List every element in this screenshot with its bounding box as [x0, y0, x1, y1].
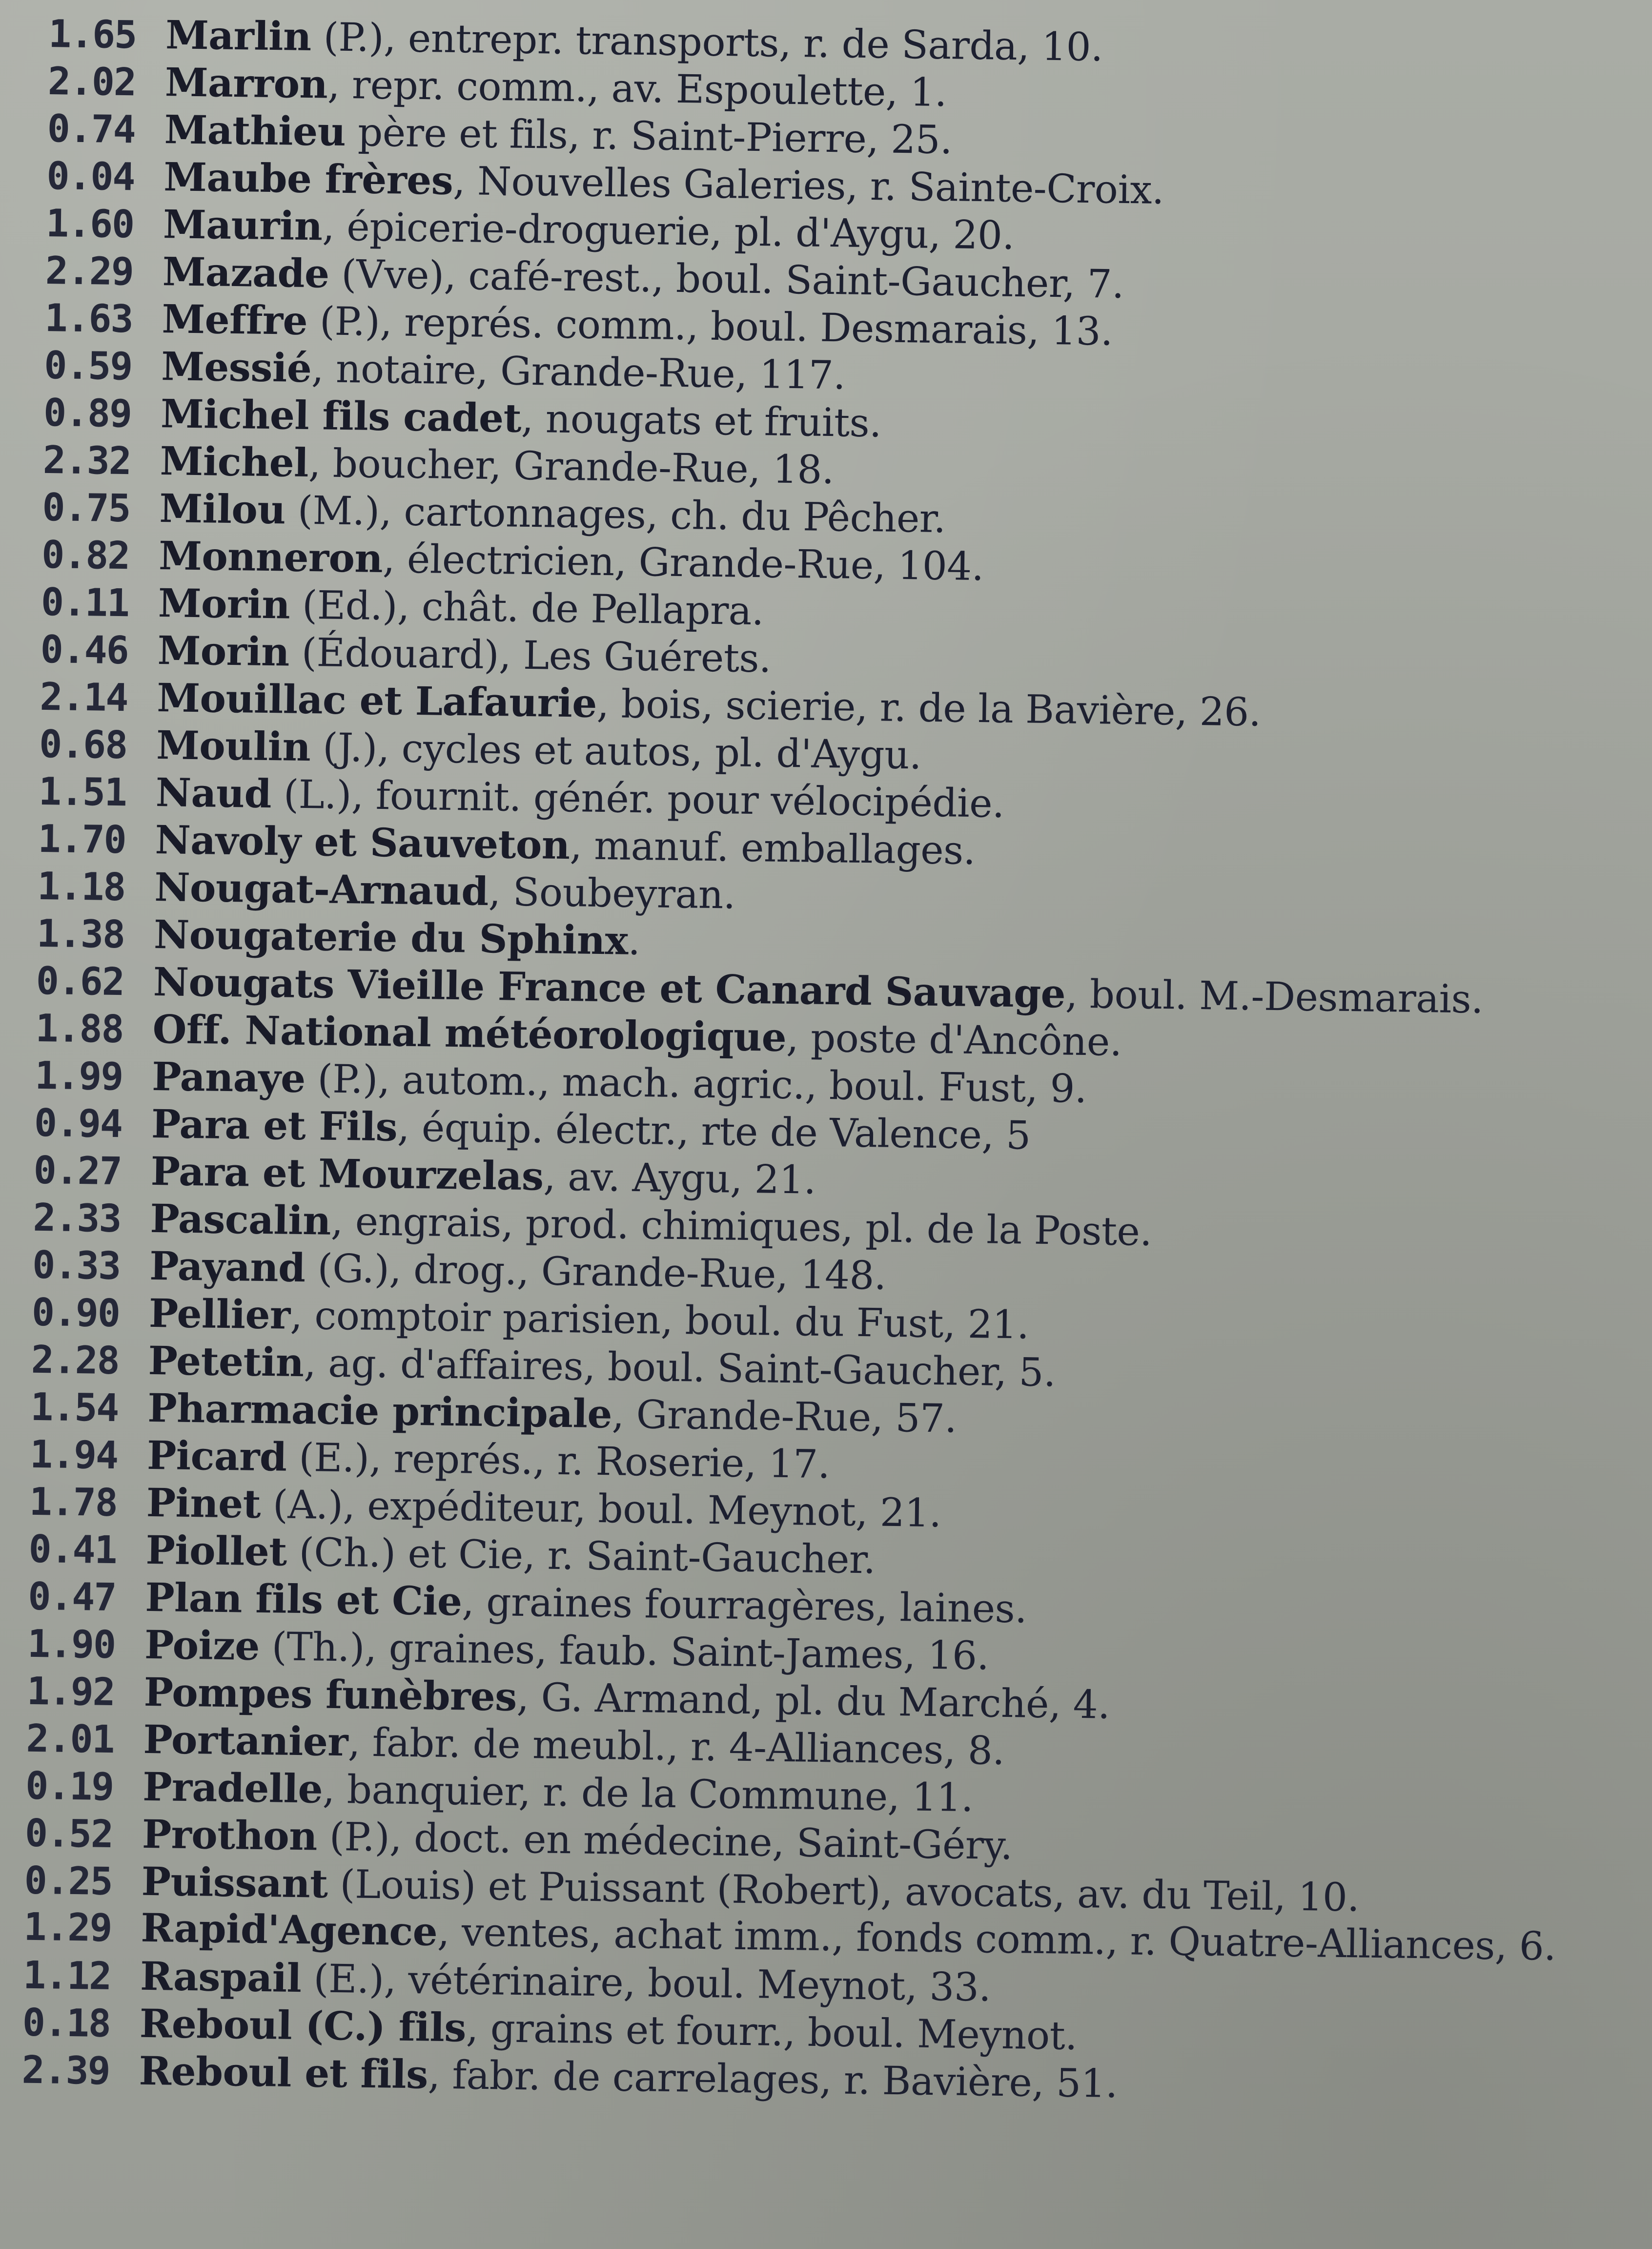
- entry-details: , équip. électr., rte de Valence, 5: [397, 1104, 1031, 1158]
- entry-code: 0.68: [39, 722, 127, 768]
- entry-code: 1.90: [27, 1622, 116, 1668]
- entry-details: , grains et fourr., boul. Meynot.: [466, 2005, 1078, 2059]
- entry-details: (Th.), graines, faub. Saint-James, 16.: [259, 1623, 990, 1679]
- entry-name: Petetin: [148, 1337, 305, 1386]
- entry-code: 0.25: [24, 1858, 113, 1904]
- entry-name: Payand: [149, 1242, 306, 1291]
- entry-name: Morin: [158, 580, 290, 628]
- entry-details: , boucher, Grande-Rue, 18.: [308, 440, 835, 493]
- entry-name: Milou: [159, 485, 286, 533]
- entry-name: Poize: [144, 1621, 260, 1669]
- entry-code: 2.02: [47, 59, 136, 105]
- entry-code: 1.12: [22, 1953, 111, 1999]
- entry-name: Rapid'Agence: [140, 1904, 438, 1955]
- entry-details: père et fils, r. Saint-Pierre, 25.: [345, 109, 953, 163]
- entry-details: , Nouvelles Galeries, r. Sainte-Croix.: [452, 158, 1164, 213]
- entry-details: (A.), expéditeur, boul. Meynot, 21.: [260, 1481, 942, 1536]
- entry-code: 0.11: [41, 580, 129, 626]
- entry-code: 1.18: [37, 864, 125, 910]
- entry-name: Para et Mourzelas: [150, 1148, 544, 1199]
- entry-code: 1.88: [35, 1006, 124, 1052]
- entry-name: Moulin: [156, 722, 311, 770]
- entry-details: , électricien, Grande-Rue, 104.: [382, 536, 984, 590]
- entry-details: (J.), cycles et autos, pl. d'Aygu.: [310, 724, 922, 778]
- entry-name: Messié: [161, 343, 312, 392]
- entry-name: Mathieu: [164, 106, 346, 155]
- entry-details: , notaire, Grande-Rue, 117.: [311, 346, 846, 398]
- entry-code: 0.59: [43, 343, 132, 389]
- entry-details: , repr. comm., av. Espoulette, 1.: [327, 62, 947, 116]
- entry-name: Marron: [164, 59, 328, 107]
- entry-name: Morin: [157, 627, 290, 675]
- entry-name: Michel fils cadet: [160, 391, 522, 441]
- entry-name: Pharmacie principale: [147, 1384, 612, 1437]
- entry-code: 1.38: [36, 911, 125, 957]
- entry-details: (P.), autom., mach. agric., boul. Fust, 9.: [305, 1056, 1087, 1112]
- entry-details: (Vve), café-rest., boul. Saint-Gaucher, 7.: [328, 251, 1124, 307]
- entry-code: 1.63: [44, 296, 133, 342]
- entry-code: 1.70: [38, 817, 126, 863]
- entry-name: Maurin: [163, 201, 323, 249]
- entry-name: Reboul (C.) fils: [139, 2000, 467, 2051]
- entry-name: Nougaterie du Sphinx: [153, 911, 629, 964]
- entry-name: Piollet: [145, 1527, 287, 1575]
- entry-details: , engrais, prod. chimiques, pl. de la Poste.: [330, 1198, 1152, 1255]
- entry-details: (Louis) et Puissant (Robert), avocats, av. du Teil, 10.: [327, 1861, 1360, 1920]
- entry-details: (P.), représ. comm., boul. Desmarais, 13.: [307, 298, 1113, 354]
- entry-details: (G.), drog., Grande-Rue, 148.: [305, 1245, 887, 1299]
- entry-name: Nougats Vieille France et Canard Sauvage: [153, 958, 1066, 1017]
- entry-name: Reboul et fils: [139, 2047, 428, 2098]
- entry-name: Plan fils et Cie: [144, 1574, 463, 1625]
- entry-details: .: [628, 918, 641, 964]
- entry-code: 0.18: [22, 2001, 111, 2046]
- entry-name: Prothon: [142, 1811, 318, 1859]
- entry-details: (M.), cartonnages, ch. du Pêcher.: [285, 487, 946, 542]
- entry-details: , comptoir parisien, boul. du Fust, 21.: [290, 1292, 1030, 1348]
- entry-code: 0.75: [42, 485, 131, 531]
- entry-details: (E.), vétérinaire, boul. Meynot, 33.: [301, 1956, 991, 2010]
- entry-code: 1.65: [48, 12, 137, 58]
- entry-name: Pellier: [148, 1290, 291, 1338]
- entry-name: Para et Fils: [151, 1100, 398, 1150]
- entry-name: Naud: [155, 769, 272, 817]
- entry-code: 2.39: [21, 2048, 110, 2093]
- entry-code: 0.27: [33, 1148, 122, 1194]
- entry-name: Puissant: [141, 1858, 328, 1907]
- entry-code: 0.33: [32, 1243, 121, 1289]
- entry-details: , nougats et fruits.: [521, 395, 882, 446]
- entry-name: Pascalin: [149, 1195, 331, 1244]
- entry-details: , graines fourragères, laines.: [461, 1579, 1027, 1632]
- entry-code: 2.32: [42, 438, 131, 484]
- entry-code: 1.92: [26, 1669, 115, 1715]
- entry-details: , banquier, r. de la Commune, 11.: [322, 1766, 974, 1821]
- entry-code: 0.41: [28, 1527, 117, 1573]
- entry-name: Portanier: [143, 1716, 348, 1765]
- entry-name: Pompes funèbres: [143, 1669, 517, 1720]
- entry-name: Pradelle: [142, 1763, 323, 1812]
- directory-listing: [21, 10, 1640, 2114]
- entry-name: Panaye: [151, 1053, 306, 1102]
- entry-details: (P.), doct. en médecine, Saint-Géry.: [317, 1814, 1013, 1869]
- entry-code: 2.01: [26, 1716, 115, 1762]
- entry-name: Mazade: [162, 248, 330, 297]
- entry-code: 0.90: [31, 1290, 120, 1336]
- entry-name: Meffre: [162, 296, 308, 344]
- entry-code: 0.82: [41, 533, 130, 578]
- entry-details: , Soubeyran.: [488, 868, 736, 918]
- entry-code: 1.54: [30, 1385, 119, 1431]
- entry-code: 0.04: [46, 154, 135, 200]
- entry-details: , fabr. de carrelages, r. Bavière, 51.: [428, 2052, 1118, 2107]
- entry-details: , av. Aygu, 21.: [543, 1154, 816, 1203]
- entry-name: Michel: [160, 438, 309, 486]
- entry-code: 0.74: [47, 106, 136, 152]
- entry-details: (Édouard), Les Guérets.: [289, 629, 772, 681]
- entry-details: , épicerie-droguerie, pl. d'Aygu, 20.: [322, 204, 1015, 258]
- entry-name: Monneron: [158, 533, 383, 582]
- entry-name: Navoly et Sauveton: [155, 817, 571, 868]
- entry-details: , poste d'Ancône.: [786, 1014, 1122, 1065]
- entry-code: 0.47: [27, 1574, 116, 1620]
- entry-name: Raspail: [140, 1953, 302, 2001]
- entry-name: Pinet: [146, 1479, 261, 1527]
- entry-details: , ventes, achat imm., fonds comm., r. Quatre-Alliances, 6.: [437, 1909, 1556, 1969]
- entry-name: Marlin: [165, 12, 312, 60]
- entry-code: 0.62: [36, 959, 124, 1005]
- entry-details: (E.), représ., r. Roserie, 17.: [286, 1434, 831, 1487]
- entry-code: 1.94: [29, 1432, 118, 1478]
- entry-code: 0.46: [40, 627, 129, 673]
- entry-name: Maube frères: [163, 154, 453, 204]
- entry-code: 0.94: [34, 1101, 122, 1147]
- entry-details: , G. Armand, pl. du Marché, 4.: [516, 1674, 1110, 1728]
- entry-details: (P.), entrepr. transports, r. de Sarda, 10.: [311, 14, 1103, 70]
- entry-details: (Ed.), chât. de Pellapra.: [289, 582, 764, 634]
- entry-details: , Grande-Rue, 57.: [612, 1391, 957, 1442]
- entry-code: 1.60: [45, 201, 134, 247]
- entry-details: , boul. M.-Desmarais.: [1065, 971, 1484, 1022]
- entry-code: 2.14: [39, 675, 128, 721]
- entry-details: , manuf. emballages.: [569, 823, 976, 873]
- entry-name: Off. National météorologique: [152, 1006, 787, 1060]
- entry-details: , ag. d'affaires, boul. Saint-Gaucher, 5.: [303, 1340, 1056, 1396]
- entry-code: 1.99: [34, 1053, 123, 1099]
- entry-details: (L.), fournit. génér. pour vélocipédie.: [271, 771, 1005, 826]
- entry-code: 2.28: [31, 1338, 120, 1383]
- entry-code: 2.29: [45, 248, 134, 294]
- entry-code: 1.29: [23, 1905, 112, 1951]
- entry-details: , fabr. de meubl., r. 4-Alliances, 8.: [347, 1719, 1005, 1774]
- entry-code: 0.52: [24, 1811, 113, 1857]
- entry-name: Picard: [146, 1432, 287, 1480]
- entry-code: 0.89: [43, 391, 132, 436]
- entry-details: , bois, scierie, r. de la Bavière, 26.: [596, 681, 1262, 735]
- entry-name: Nougat-Arnaud: [154, 864, 489, 914]
- entry-code: 0.19: [25, 1764, 114, 1810]
- entry-code: 1.78: [29, 1480, 118, 1526]
- entry-details: (Ch.) et Cie, r. Saint-Gaucher.: [286, 1529, 876, 1583]
- entry-code: 1.51: [38, 769, 127, 815]
- entry-name: Mouillac et Lafaurie: [156, 675, 597, 726]
- entry-code: 2.33: [33, 1196, 122, 1241]
